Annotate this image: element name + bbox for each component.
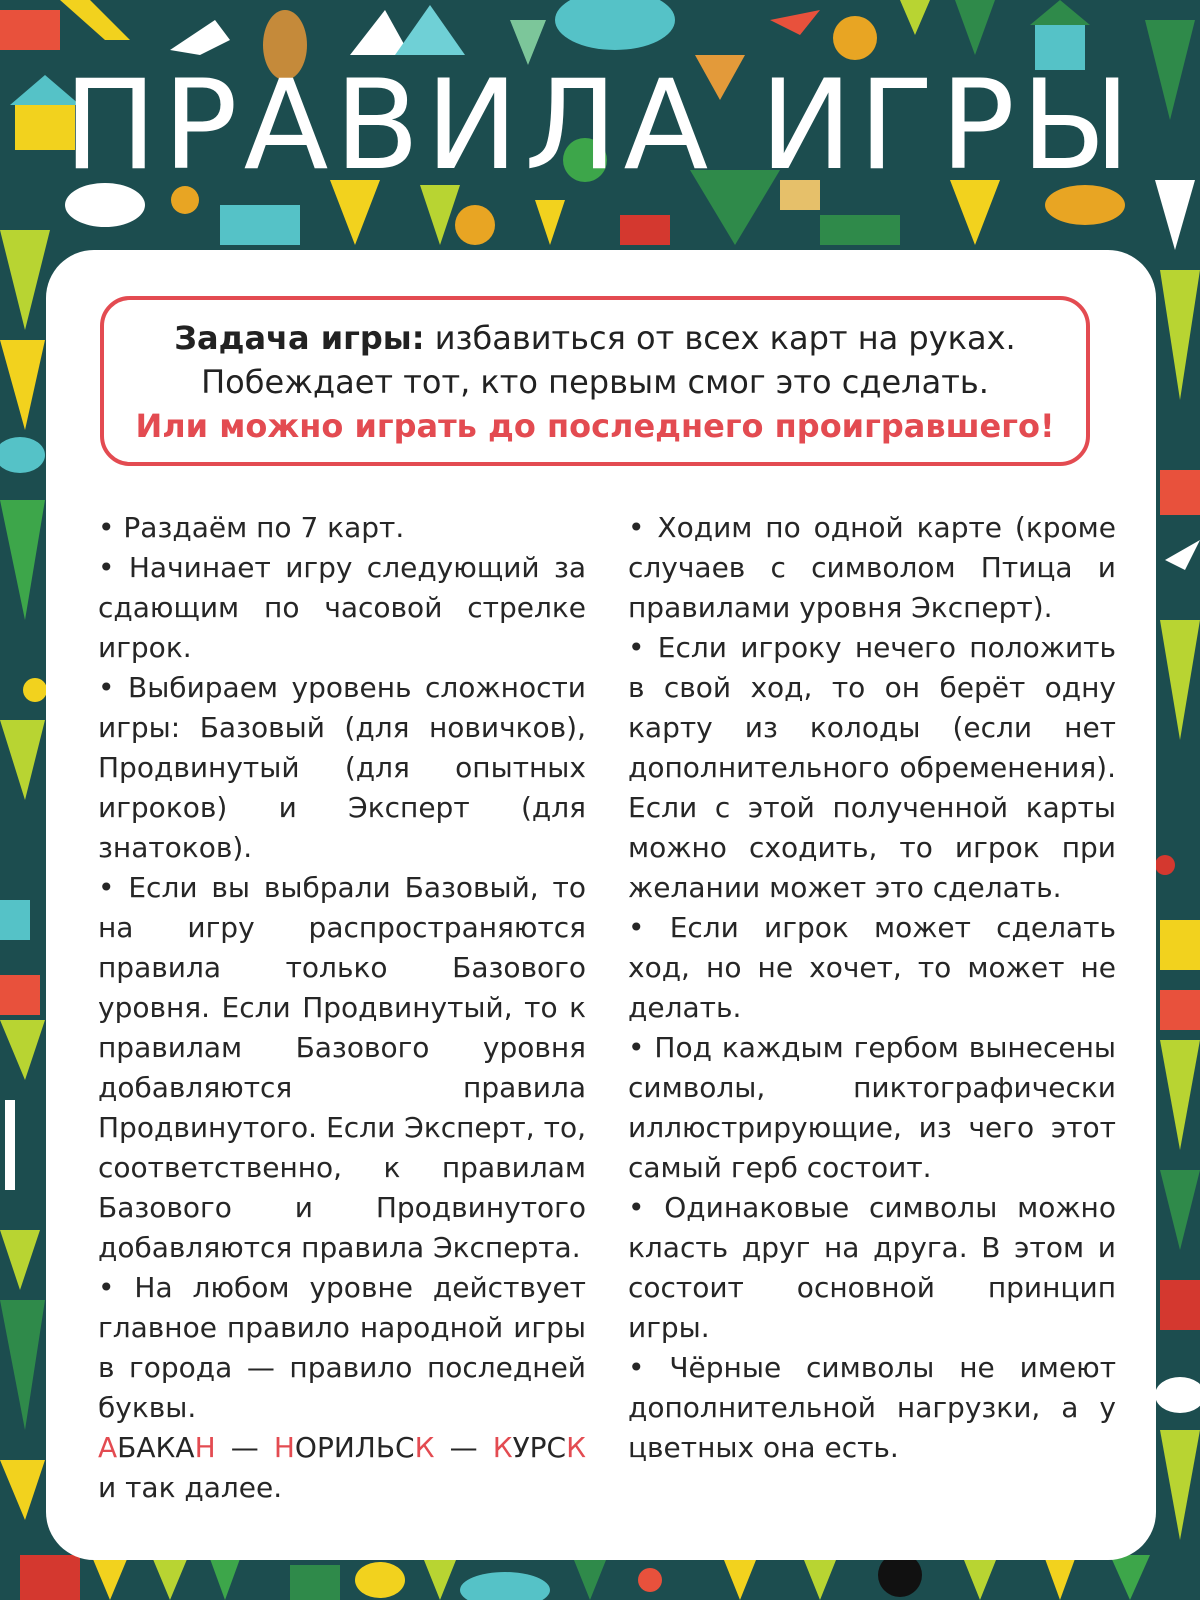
goal-box [100, 296, 1090, 466]
word-middle: ОРИЛЬС [294, 1431, 415, 1464]
rule-item: • Чёрные символы не имеют дополнительной нагрузки, а у цветных она есть. [628, 1351, 1116, 1464]
word-middle: БАКА [117, 1431, 195, 1464]
rule-item: • Ходим по одной карте (кроме случаев с символом Птица и правилами уровня Эксперт). [628, 511, 1116, 624]
rule-item: • Если игроку нечего положить в свой ход, то он берёт одну карту из колоды (если нет дополнительного обременения). Если с этой полученной карты можно сходить, то игрок при желании может это сделать. [628, 631, 1116, 904]
campfire-icon [638, 1568, 662, 1592]
stump-icon [0, 10, 60, 50]
rule-item: • На любом уровне действует главное правило народной игры в города — правило последней буквы. [98, 1271, 586, 1424]
rules-left-column [98, 508, 586, 1508]
rules-right-column [628, 508, 1116, 1468]
word-middle: УРС [512, 1431, 567, 1464]
bush-icon [23, 678, 47, 702]
rule-item: • Начинает игру следующий за сдающим по часовой стрелке игрок. [98, 551, 586, 664]
word-first-letter: Н [273, 1431, 295, 1464]
page-title: ПРАВИЛА ИГРЫ [63, 54, 1137, 198]
dash: — [230, 1431, 259, 1464]
rule-item: • Если игрок может сделать ход, но не хочет, то может не делать. [628, 911, 1116, 1024]
word-first-letter: А [98, 1431, 118, 1464]
deer-icon [620, 215, 670, 245]
deer-icon [355, 1562, 405, 1598]
city-chain-example [98, 1428, 586, 1508]
rule-item: • Под каждым гербом вынесены символы, пиктографически иллюстрирующие, из чего этот самый герб состоит. [628, 1031, 1116, 1184]
house-icon [220, 205, 300, 245]
house-icon [1160, 920, 1200, 970]
goal-line-2: Побеждает тот, кто первым смог это сделать. [201, 363, 989, 401]
house-icon [20, 1555, 80, 1600]
house-icon [0, 900, 30, 940]
word-last-letter: К [566, 1431, 586, 1464]
goal-text: избавиться от всех карт на руках. [434, 319, 1016, 357]
rule-item: • Раздаём по 7 карт. [98, 511, 405, 544]
rule-item: • Если вы выбрали Базовый, то на игру распространяются правила только Базового уровня. Если Продвинутый, то к правилам Базового уровня добавляются правила Продвинутого. Если Эксперт, то, соответственно, к правилам Базового и Продвинутого добавляются правила Эксперта. [98, 871, 586, 1264]
example-tail: и так далее. [98, 1471, 283, 1504]
house-icon [1160, 1280, 1200, 1330]
word-last-letter: К [414, 1431, 435, 1464]
dash: — [449, 1431, 478, 1464]
house-icon [820, 215, 900, 245]
campfire-icon [1155, 855, 1175, 875]
word-first-letter: К [492, 1431, 513, 1464]
wheel-icon [455, 205, 495, 245]
word-last-letter: Н [194, 1431, 216, 1464]
goal-line-3: Или можно играть до последнего проигравшего! [135, 407, 1055, 445]
tent-icon [1160, 470, 1200, 515]
stump-icon [1160, 990, 1200, 1030]
stump-icon [0, 975, 40, 1015]
rule-item: • Выбираем уровень сложности игры: Базовый (для новичков), Продвинутый (для опытных игроков) и Эксперт (для знатоков). [98, 671, 586, 864]
birch-icon [5, 1100, 15, 1190]
house-icon [290, 1565, 340, 1600]
goal-label: Задача игры: [174, 319, 425, 357]
goal-line-1 [104, 316, 1086, 360]
rules-card [46, 250, 1156, 1560]
rule-item: • Одинаковые символы можно класть друг на друга. В этом и состоит основной принцип игры. [628, 1191, 1116, 1344]
